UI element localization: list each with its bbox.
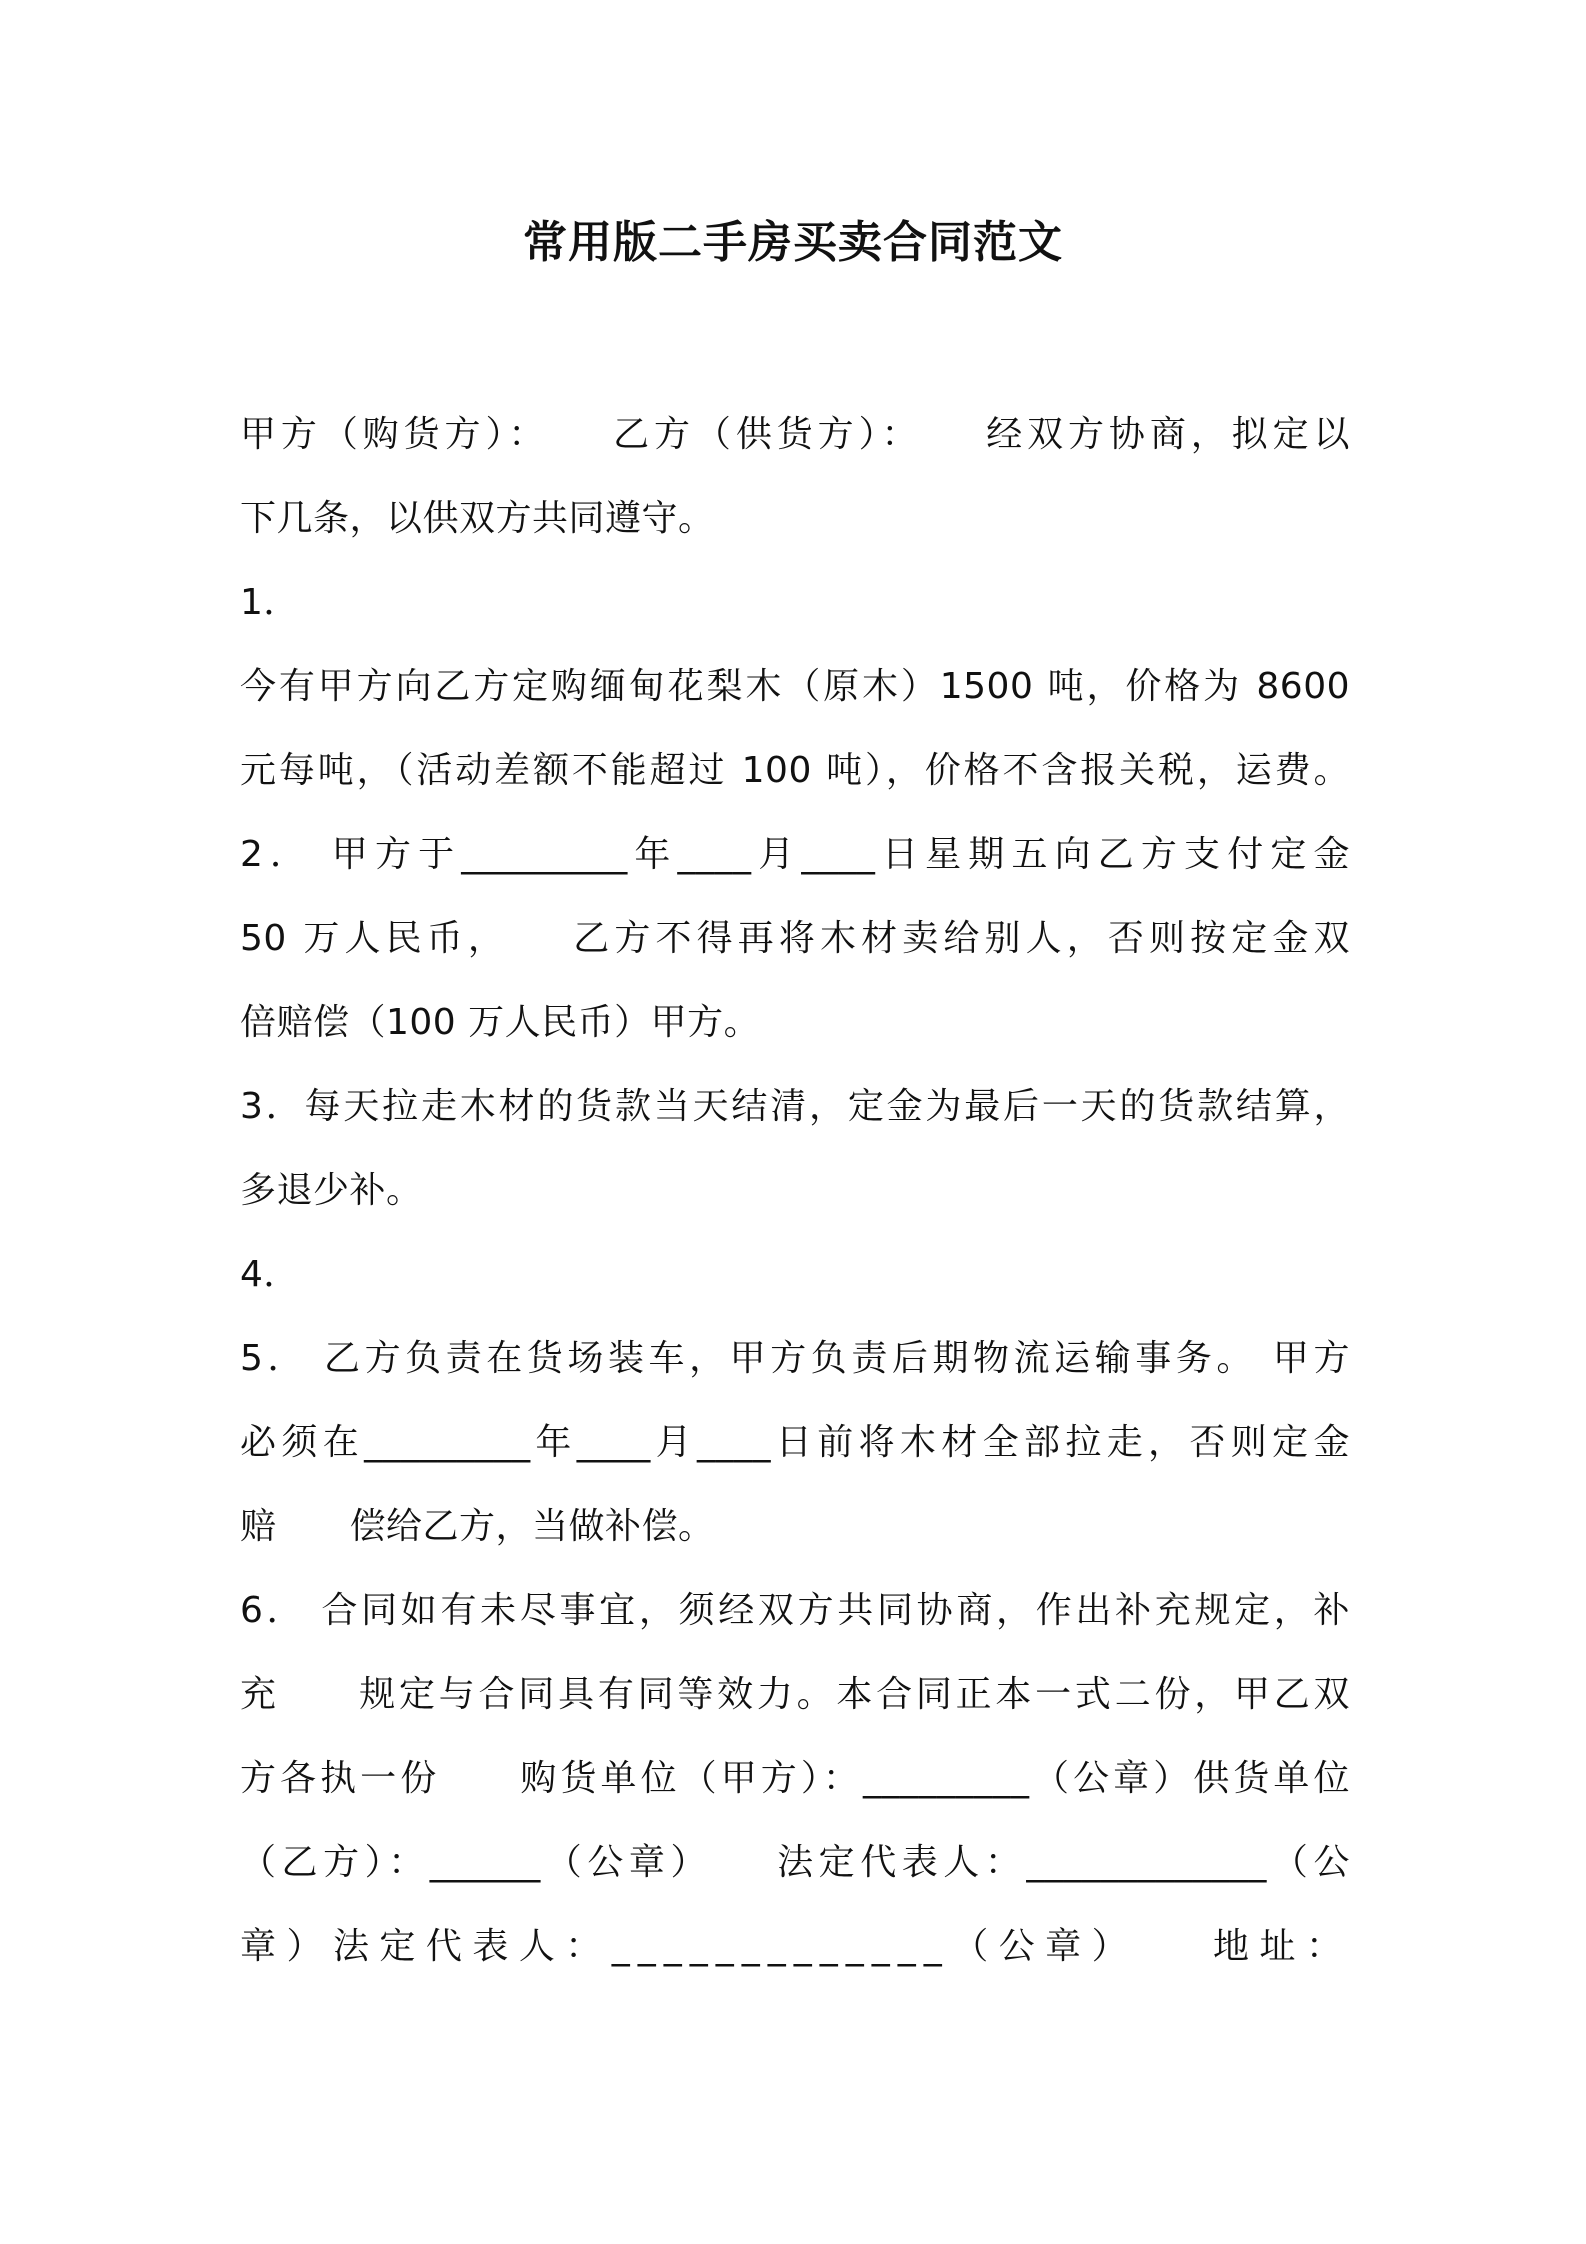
- clause-1-line-2: 元每吨，（活动差额不能超过 100 吨），价格不含报关税，运费。: [240, 750, 1350, 791]
- paragraph-line-1: 甲方（购货方）： 乙方（供货方）： 经双方协商，拟定以: [240, 414, 1350, 455]
- clause-3-line-2: 多退少补。: [240, 1170, 423, 1211]
- clause-5-line-2: 必须在_________年____月____日前将木材全部拉走，否则定金: [240, 1422, 1350, 1463]
- signature-line-2: （乙方）：______（公章） 法定代表人：_____________（公: [240, 1842, 1350, 1883]
- clause-3-line-1: 3．每天拉走木材的货款当天结清，定金为最后一天的货款结算，: [240, 1086, 1350, 1127]
- clause-2-line-2: 50 万人民币， 乙方不得再将木材卖给别人，否则按定金双: [240, 918, 1350, 959]
- clause-6-line-2: 充 规定与合同具有同等效力。本合同正本一式二份，甲乙双: [240, 1674, 1350, 1715]
- signature-line-1: 方各执一份 购货单位（甲方）：_________（公章）供货单位: [240, 1758, 1350, 1799]
- paragraph-line-2: 下几条，以供双方共同遵守。: [240, 498, 715, 539]
- clause-2-line-3: 倍赔偿（100 万人民币）甲方。: [240, 1002, 761, 1043]
- clause-5-line-1: 5． 乙方负责在货场装车，甲方负责后期物流运输事务。 甲方: [240, 1338, 1350, 1379]
- clause-5-line-3: 赔 偿给乙方，当做补偿。: [240, 1506, 715, 1547]
- clause-6-line-1: 6． 合同如有未尽事宜，须经双方共同协商，作出补充规定，补: [240, 1590, 1350, 1631]
- signature-line-3: 章）法定代表人：_____________（公章） 地址：: [240, 1926, 1350, 1967]
- clause-4-number: 4．: [240, 1254, 300, 1295]
- document-title: 常用版二手房买卖合同范文: [523, 217, 1063, 268]
- clause-2-line-1: 2． 甲方于_________年____月____日星期五向乙方支付定金: [240, 834, 1350, 875]
- clause-1-line-1: 今有甲方向乙方定购缅甸花梨木（原木）1500 吨，价格为 8600: [240, 666, 1350, 707]
- clause-1-number: 1．: [240, 582, 300, 623]
